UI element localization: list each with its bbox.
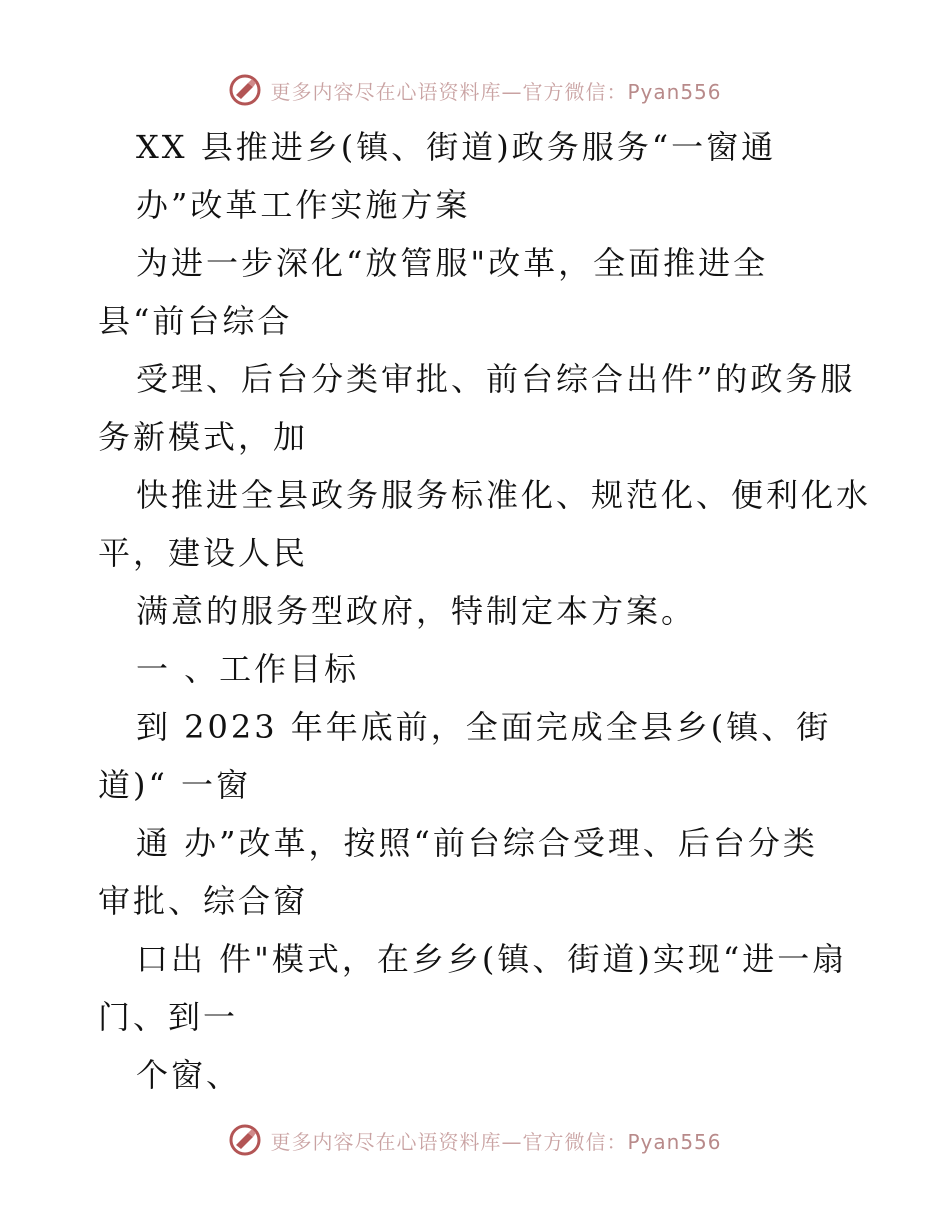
title-line-2: 办”改革工作实施方案 (136, 186, 471, 224)
paragraph-line: 快推进全县政务服务标准化、规范化、便利化水 (136, 476, 872, 514)
paragraph-line: 平，建设人民 (98, 534, 309, 572)
watermark-label: 更多内容尽在心语资料库—官方微信： (270, 1129, 628, 1154)
title-line-1: XX 县推进乡(镇、街道)政务服务“一窗通 (136, 128, 777, 166)
watermark-logo-icon (228, 73, 262, 107)
watermark-wechat-id: Pyan556 (627, 79, 722, 104)
paragraph-line: 口出 件"模式，在乡乡(镇、街道)实现“进一扇 (136, 940, 848, 978)
watermark-text (270, 76, 721, 105)
section-heading: 一 、工作目标 (136, 650, 360, 688)
paragraph-line: 满意的服务型政府，特制定本方案。 (136, 592, 697, 630)
watermark-label: 更多内容尽在心语资料库—官方微信： (270, 79, 628, 104)
paragraph-line: 审批、综合窗 (98, 882, 309, 920)
paragraph-line: 为进一步深化“放管服"改革，全面推进全 (136, 244, 769, 282)
header-watermark (0, 70, 950, 110)
paragraph-line: 县“前台综合 (98, 302, 293, 340)
paragraph-line: 门、到一 (98, 998, 239, 1036)
watermark-text (270, 1126, 721, 1155)
watermark-wechat-id: Pyan556 (627, 1129, 722, 1154)
paragraph-line: 受理、后台分类审批、前台综合出件”的政务服 (136, 360, 856, 398)
paragraph-line: 到 2023 年年底前，全面完成全县乡(镇、街 (136, 708, 832, 746)
paragraph-line: 个窗、 (136, 1056, 242, 1094)
watermark-logo-icon (228, 1123, 262, 1157)
paragraph-line: 通 办”改革，按照“前台综合受理、后台分类 (136, 824, 818, 862)
paragraph-line: 务新模式，加 (98, 418, 309, 456)
footer-watermark (0, 1120, 950, 1160)
paragraph-line: 道)“ 一窗 (98, 766, 252, 804)
